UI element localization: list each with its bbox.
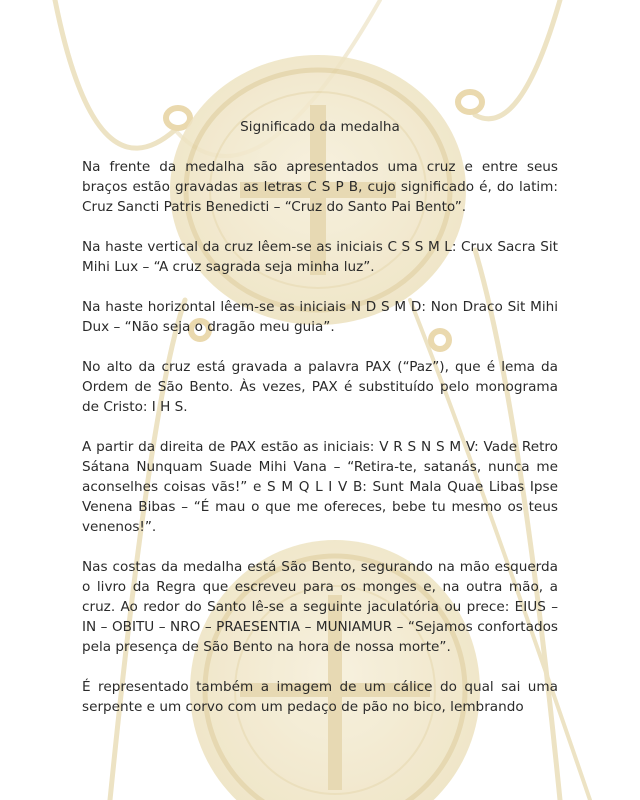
paragraph: Nas costas da medalha está São Bento, segurando na mão esquerda o livro da Regra que escreveu para os monges e, na outra mão, a cruz. Ao redor do Santo lê-se a seguinte jaculatória ou prece: EIUS – IN – OBITU – NRO – PRAESENTIA – MUNIAMUR – “Sejamos confortados pela presença de São Bento na hora de nossa morte”. [82, 559, 558, 655]
page-title: Significado da medalha [240, 119, 400, 135]
document-body [82, 117, 558, 737]
paragraph: Na haste horizontal lêem-se as iniciais N D S M D: Non Draco Sit Mihi Dux – “Não seja o dragão meu guia”. [82, 299, 558, 335]
paragraph: É representado também a imagem de um cálice do qual sai uma serpente e um corvo com um pedaço de pão no bico, lembrando [82, 679, 558, 715]
paragraph: Na haste vertical da cruz lêem-se as iniciais C S S M L: Crux Sacra Sit Mihi Lux – “A cruz sagrada seja minha luz”. [82, 239, 558, 275]
paragraph: Na frente da medalha são apresentados uma cruz e entre seus braços estão gravadas as letras C S P B, cujo significado é, do latim: Cruz Sancti Patris Benedicti – “Cruz do Santo Pai Bento”. [82, 159, 558, 215]
paragraph: A partir da direita de PAX estão as iniciais: V R S N S M V: Vade Retro Sátana Nunquam Suade Mihi Vana – “Retira-te, satanás, nunca me aconselhes coisas vãs!” e S M Q L I V B: Sunt Mala Quae Libas Ipse Venena Bibas – “É mau o que me ofereces, bebe tu mesmo os teus venenos!”. [82, 439, 558, 535]
paragraph: No alto da cruz está gravada a palavra PAX (“Paz”), que é lema da Ordem de São Bento. Às vezes, PAX é substituído pelo monograma de Cristo: I H S. [82, 359, 558, 415]
